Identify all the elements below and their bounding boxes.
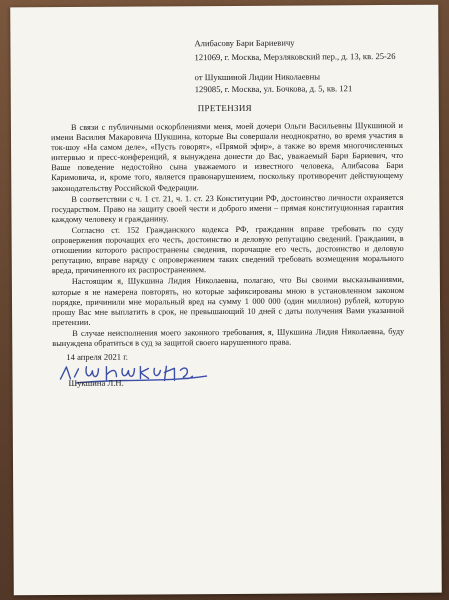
letter-date: 14 апреля 2021 г. xyxy=(66,351,128,362)
letter-body xyxy=(51,121,404,350)
signature-name: Шукшина Л.Н. xyxy=(68,377,124,388)
recipient-name: Алибасову Бари Бариевичу xyxy=(194,37,295,49)
paragraph-damages-demand: Настоящим я, Шукшина Лидия Николаевна, полагаю, что Вы своими высказываниями, которые я не намерена повторять, но которые зафиксированы мною в установленном законом порядке, причинили мне моральный вред на сумму 1 000 000 (один миллион) рублей, которую прошу Вас мне выплатить в срок, не превышающий 10 дней с даты получения Вами указанной претензии. xyxy=(51,275,405,327)
sender-address: 129085, г. Москва, ул. Бочкова, д. 5, кв. 121 xyxy=(194,83,353,95)
paragraph-court-warning: В случае неисполнения моего законного требования, я, Шукшина Лидия Николаевна, буду вынуждена обратиться в суд за защитой своего нарушенного права. xyxy=(52,326,405,349)
paragraph-constitution: В соответствии с ч. 1 ст. 21, ч. 1. ст. 23 Конституции РФ, достоинство личности охраняется государством. Право на защиту своей чести и доброго имени – прямая конституционная гарантия каждому человеку и гражданину. xyxy=(51,192,404,224)
paragraph-insult-claim: В связи с публичными оскорблениями меня, моей дочери Ольги Васильевны Шукшиной и имени Василия Макаровича Шукшина, которые Вы совершали неоднократно, во время участия в ток-шоу «На самом деле», «Пусть говорят», «Прямой эфир», а также во время многочисленных интервью и пресс-конференций, я вынуждена донести до Вас, уважаемый Бари Бариевич, что Ваше поведение недостойно сына уважаемого и известного человека, Алибасова Бари Каримовича, и, кроме того, является правонарушением, поскольку противоречит действующему законодательству Российской Федерации. xyxy=(50,120,404,193)
sender-from: от Шукшиной Лидии Николаевны xyxy=(194,71,320,83)
recipient-address: 121069, г. Москва, Мерзляковский пер., д. 13, кв. 25-26 xyxy=(194,50,396,63)
document-title: ПРЕТЕНЗИЯ xyxy=(197,102,252,114)
paragraph-civil-code: Согласно ст. 152 Гражданского кодекса РФ, гражданин вправе требовать по суду опровержения порочащих его честь, достоинство и деловую репутацию сведений. Гражданин, в отношении которого распространены сведения, порочащие его честь, достоинство и деловую репутацию, вправе наряду с опровержением таких сведений требовать возмещения морального вреда, причиненного их распространением. xyxy=(51,223,404,276)
claim-letter-page xyxy=(10,5,442,596)
